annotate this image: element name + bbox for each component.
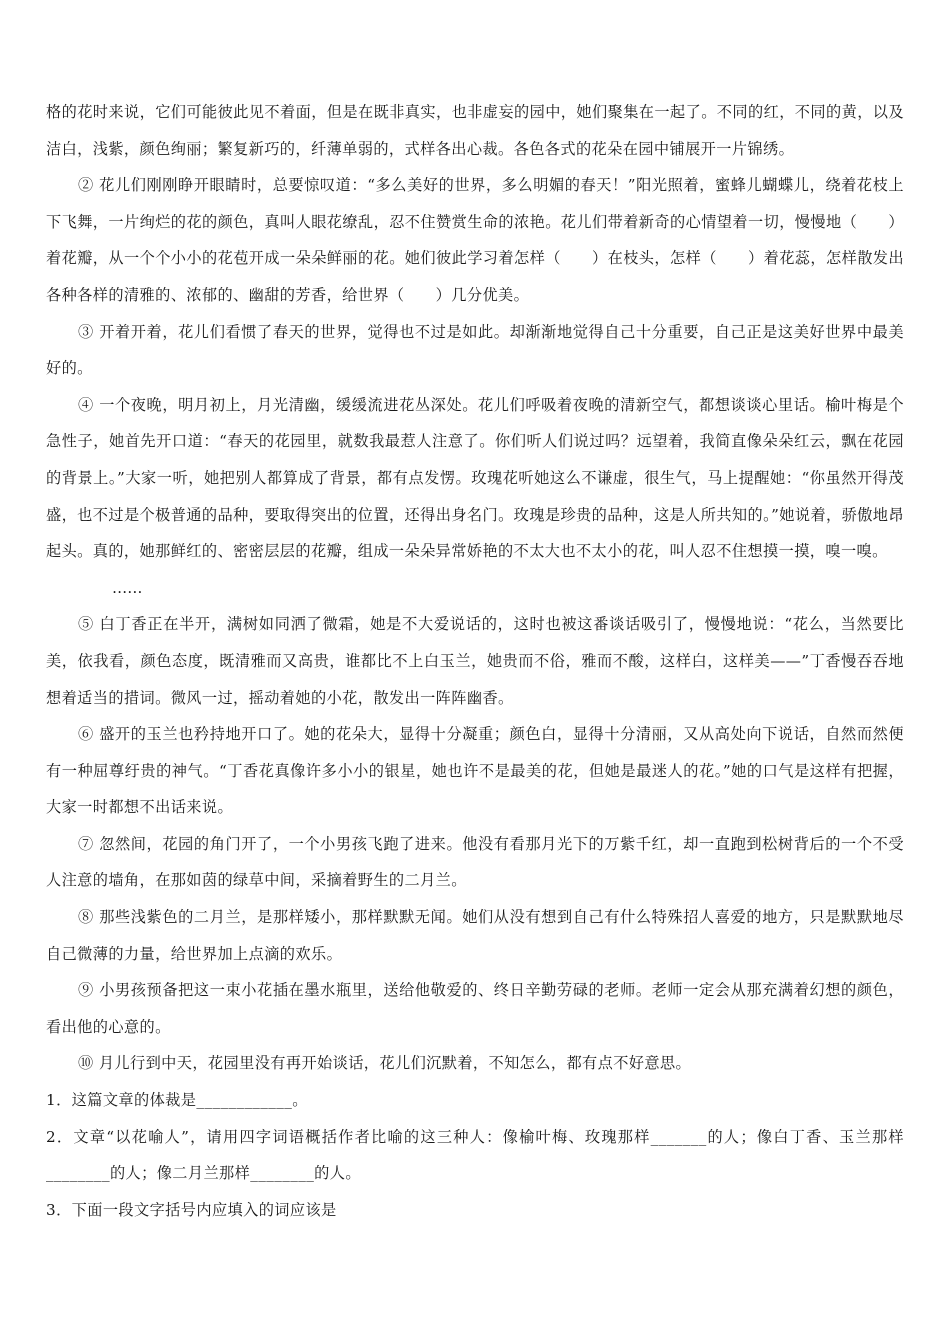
document-page (46, 94, 904, 1228)
ellipsis-line: …… (112, 578, 143, 597)
paragraph-9: ⑨ 小男孩预备把这一束小花插在墨水瓶里，送给他敬爱的、终日辛勤劳碌的老师。老师一定会从那充满着幻想的颜色，看出他的心意的。 (46, 981, 904, 1036)
paragraph-continued: 格的花时来说，它们可能彼此见不着面，但是在既非真实，也非虚妄的园中，她们聚集在一起了。不同的红，不同的黄，以及洁白，浅紫，颜色绚丽；繁复新巧的，纤薄单弱的，式样各出心裁。各色各式的花朵在园中铺展开一片锦绣。 (46, 103, 904, 158)
paragraph-2: ② 花儿们刚刚睁开眼睛时，总要惊叹道：“多么美好的世界，多么明媚的春天！”阳光照着，蜜蜂儿蝴蝶儿，绕着花枝上下飞舞，一片绚烂的花的颜色，真叫人眼花缭乱，忍不住赞赏生命的浓艳。花儿们带着新奇的心情望着一切，慢慢地（ ）着花瓣，从一个个小小的花苞开成一朵朵鲜丽的花。她们彼此学习着怎样（ ）在枝头，怎样（ ）着花蕊，怎样散发出各种各样的清雅的、浓郁的、幽甜的芳香，给世界（ ）几分优美。 (46, 176, 904, 304)
question-1: 1．这篇文章的体裁是____________。 (46, 1091, 308, 1110)
paragraph-5: ⑤ 白丁香正在半开，满树如同洒了微霜，她是不大爱说话的，这时也被这番谈话吸引了，慢慢地说：“花么，当然要比美，依我看，颜色态度，既清雅而又高贵，谁都比不上白玉兰，她贵而不俗，雅而不酸，这样白，这样美——”丁香慢吞吞地想着适当的措词。微风一过，摇动着她的小花，散发出一阵阵幽香。 (46, 615, 904, 707)
paragraph-3: ③ 开着开着，花儿们看惯了春天的世界，觉得也不过是如此。却渐渐地觉得自己十分重要，自己正是这美好世界中最美好的。 (46, 322, 904, 378)
paragraph-4: ④ 一个夜晚，明月初上，月光清幽，缓缓流进花丛深处。花儿们呼吸着夜晚的清新空气，都想谈谈心里话。榆叶梅是个急性子，她首先开口道：“春天的花园里，就数我最惹人注意了。你们听人们说过吗？远望着，我简直像朵朵红云，飘在花园的背景上。”大家一听，她把别人都算成了背景，都有点发愣。玫瑰花听她这么不谦虚，很生气，马上提醒她：“你虽然开得茂盛，也不过是个极普通的品种，要取得突出的位置，还得出身名门。玫瑰是珍贵的品种，这是人所共知的。”她说着，骄傲地昂起头。真的，她那鲜红的、密密层层的花瓣，组成一朵朵异常娇艳的不太大也不太小的花，叫人忍不住想摸一摸，嗅一嗅。 (46, 395, 904, 561)
paragraph-10: ⑩ 月儿行到中天，花园里没有再开始谈话，花儿们沉默着，不知怎么，都有点不好意思。 (78, 1054, 692, 1073)
question-3: 3．下面一段文字括号内应填入的词应该是 (46, 1200, 337, 1219)
question-2: 2．文章“以花喻人”，请用四字词语概括作者比喻的这三种人：像榆叶梅、玫瑰那样_______的人；像白丁香、玉兰那样________的人；像二月兰那样________的人。 (46, 1127, 904, 1183)
paragraph-7: ⑦ 忽然间，花园的角门开了，一个小男孩飞跑了进来。他没有看那月光下的万紫千红，却一直跑到松树背后的一个不受人注意的墙角，在那如茵的绿草中间，采摘着野生的二月兰。 (46, 834, 904, 890)
paragraph-6: ⑥ 盛开的玉兰也矜持地开口了。她的花朵大，显得十分凝重；颜色白，显得十分清丽，又从高处向下说话，自然而然便有一种屈尊纡贵的神气。“丁香花真像许多小小的银星，她也许不是最美的花，但她是最迷人的花。”她的口气是这样有把握，大家一时都想不出话来说。 (46, 725, 904, 817)
paragraph-8: ⑧ 那些浅紫色的二月兰，是那样矮小，那样默默无闻。她们从没有想到自己有什么特殊招人喜爱的地方，只是默默地尽自己微薄的力量，给世界加上点滴的欢乐。 (46, 908, 904, 963)
